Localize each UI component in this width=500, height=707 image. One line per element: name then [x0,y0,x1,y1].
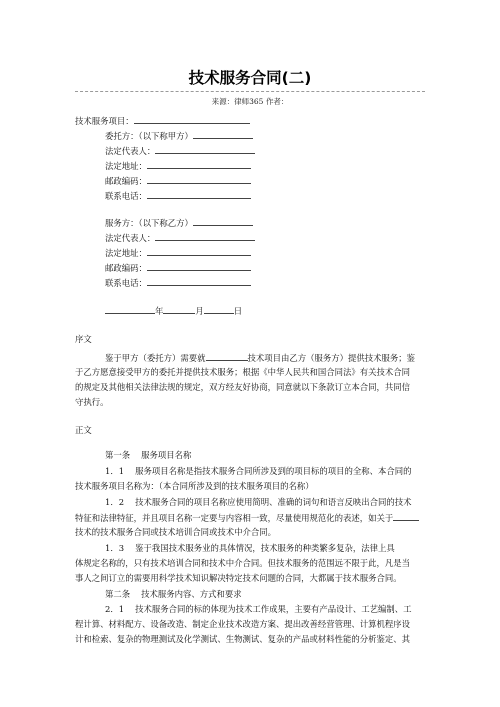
source-line: 来源：律师365 作者： [211,97,289,106]
clause-2-1-line-3: 计和检索、复杂的物理测试及化学测试、生物测试、复杂的产品或材料性能的分析鉴定、其 [75,634,410,644]
client-address-line [105,160,251,172]
provider-legal-rep-label: 法定代表人： [105,233,156,243]
client-phone-line [105,190,251,202]
project-blank [134,115,250,124]
provider-postcode-line [105,262,251,274]
clause-1-2-line-3: 技术的技术服务合同或技术培训合同或技术中介合同。 [75,527,276,537]
preface-text-a: 鉴于甲方（委托方）需要就 [105,353,206,363]
month-blank [163,305,195,314]
project-label: 技术服务项目： [75,116,134,126]
provider-line [105,217,253,229]
article-2-title: 第二条 技术服务内容、方式和要求 [105,589,242,599]
clause-1-2-line-2 [75,512,419,524]
preface-blank [206,352,248,361]
provider-address-blank [147,247,251,256]
client-legal-rep-line [105,145,255,157]
provider-postcode-label: 邮政编码： [105,263,147,273]
clause-2-1-line-1: 2．1 技术服务合同的标的体现为技术工作成果，主要有产品设计、工艺编制、工 [105,604,412,614]
clause-1-3-line-2: 体规定名称的，只有技术培训合同和技术中介合同。但技术服务的范围远不限于此，凡是当 [75,558,410,568]
clause-1-2-text: 特征和法律特征，并且项目名称一定要与内容相一致，尽量使用规范化的表述，如关于 [75,513,394,523]
preface-line-1 [105,352,415,364]
client-address-blank [147,160,251,169]
client-label: 委托方：（以下称甲方） [105,131,193,141]
clause-1-2-line-1: 1．2 技术服务合同的项目名称应使用简明、准确的词句和语言反映出合同的技术 [105,497,412,507]
provider-address-label: 法定地址： [105,248,147,258]
clause-1-3-line-3: 事人之间订立的需要用科学技术知识解决特定技术问题的合同，大都属于技术服务合同。 [75,573,402,583]
clause-1-3-line-1: 1．3 鉴于我国技术服务业的具体情况，技术服务的种类繁多复杂，法律上具 [105,543,395,553]
provider-postcode-blank [147,262,251,271]
project-line [75,115,250,127]
article-1-title: 第一条 服务项目名称 [105,450,192,460]
client-postcode-label: 邮政编码： [105,176,147,186]
provider-legal-rep-blank [155,232,255,241]
year-label: 年 [155,306,164,316]
title-divider [75,91,425,92]
clause-1-1-line-2: 技术服务项目名称为：（本合同所涉及到的技术服务项目的名称） [75,481,314,491]
preface-line-4: 守执行。 [75,397,109,407]
provider-phone-line [105,277,251,289]
client-address-label: 法定地址： [105,161,147,171]
client-blank [193,130,253,139]
preface-line-2: 于乙方愿意接受甲方的委托并提供技术服务；根据《中华人民共和国合同法》有关技术合同 [75,367,410,377]
preface-line-3: 的规定及其他相关法律法规的规定，双方经友好协商，同意就以下条款订立本合同，共同信 [75,382,410,392]
day-blank [204,305,234,314]
client-legal-rep-label: 法定代表人： [105,146,156,156]
preface-text-b: 技术项目由乙方（服务方）提供技术服务；鉴 [247,353,415,363]
provider-address-line [105,247,251,259]
provider-label: 服务方：（以下称乙方） [105,218,193,228]
provider-phone-blank [147,277,251,286]
provider-blank [193,217,253,226]
date-line [105,305,242,317]
client-postcode-blank [147,175,251,184]
client-phone-label: 联系电话： [105,191,147,201]
day-label: 日 [233,306,243,316]
clause-1-2-blank [393,512,419,521]
year-blank [105,305,155,314]
client-line [105,130,253,142]
provider-phone-label: 联系电话： [105,278,147,288]
document-title: 技术服务合同(二) [188,69,312,87]
provider-legal-rep-line [105,232,255,244]
clause-2-1-line-2: 程计算、材料配方、设备改造、制定企业技术改造方案、提出改善经营管理、计算机程序设 [75,619,410,629]
clause-1-1-line-1: 1．1 服务项目名称是指技术服务合同所涉及到的项目标的项目的全称、本合同的 [105,466,412,476]
body-heading: 正文 [75,425,92,435]
month-label: 月 [195,306,204,316]
client-legal-rep-blank [155,145,255,154]
client-postcode-line [105,175,251,187]
client-phone-blank [147,190,251,199]
preface-heading: 序文 [75,334,92,344]
